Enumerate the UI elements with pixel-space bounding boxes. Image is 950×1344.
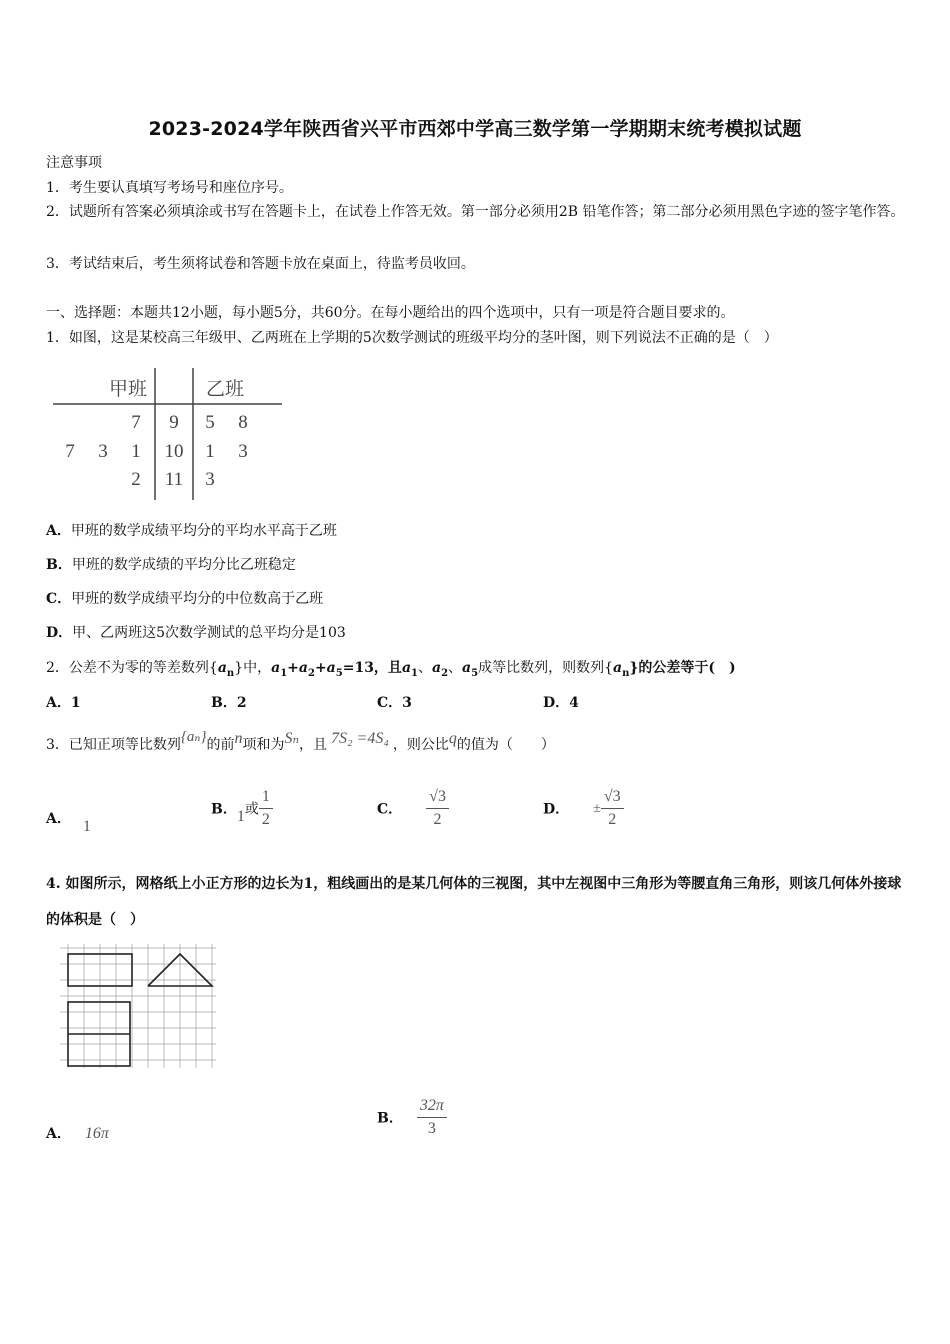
grid-lines xyxy=(60,944,216,1068)
q1-option-a xyxy=(46,520,337,540)
option-text: 甲、乙两班这5次数学测试的总平均分是103 xyxy=(72,625,346,641)
q1-option-b xyxy=(46,554,296,574)
q1-option-c xyxy=(46,588,323,608)
stem-value: 10 xyxy=(164,441,184,462)
fraction: $\frac{√3}{2}$ xyxy=(426,786,449,831)
q1-option-d xyxy=(46,622,346,642)
sequence-symbol: {aₙ} xyxy=(180,729,207,745)
q4-option-b: B． $\frac{32\pi}{3}$ xyxy=(377,1095,447,1140)
page-title: 2023-2024学年陕西省兴平市西郊中学高三数学第一学期期末统考模拟试题 xyxy=(148,118,802,140)
leaf-right: 1 xyxy=(205,441,215,462)
stem-leaf-plot xyxy=(50,368,290,503)
leaf-right: 3 xyxy=(238,441,248,462)
option-label: C． xyxy=(46,591,72,607)
stem-value: 9 xyxy=(169,412,179,433)
q2-option-c: C．3 xyxy=(377,695,412,711)
notice-item-2: 2．试题所有答案必须填涂或书写在答题卡上，在试卷上作答无效。第一部分必须用2B 铅笔作答；第二部分必须用黑色字迹的签字笔作答。 xyxy=(46,204,905,220)
q2-option-a: A．1 xyxy=(46,695,81,711)
q3-option-a: A． 1 xyxy=(46,811,91,835)
q3-option-b: B．1或 $\frac{1}{2}$ xyxy=(211,786,273,831)
option-text: 甲班的数学成绩平均分的平均水平高于乙班 xyxy=(70,523,337,539)
option-text: 甲班的数学成绩的平均分比乙班稳定 xyxy=(71,557,296,573)
fraction: $\frac{1}{2}$ xyxy=(259,786,273,831)
option-label: A． xyxy=(46,523,71,539)
notice-heading: 注意事项 xyxy=(46,155,102,171)
fraction: $\frac{32\pi}{3}$ xyxy=(417,1095,447,1140)
q2-option-d: D．4 xyxy=(543,695,579,711)
leaf-left: 2 xyxy=(131,469,141,490)
q2-option-b: B．2 xyxy=(211,695,247,711)
leaf-right: 5 xyxy=(205,412,215,433)
leaf-left: 3 xyxy=(98,441,108,462)
q3-option-c: C． $\frac{√3}{2}$ xyxy=(377,786,449,831)
fraction: $\frac{√3}{2}$ xyxy=(601,786,624,831)
leaf-right: 8 xyxy=(238,412,248,433)
notice-item-3: 3．考试结束后，考生须将试卷和答题卡放在桌面上，待监考员收回。 xyxy=(46,256,475,272)
left-header: 甲班 xyxy=(108,379,148,400)
option-label: B． xyxy=(46,557,72,573)
q2-stem: 2．公差不为零的等差数列$\{a_n\}$中，$a_1+a_2+a_5=13$，且$a_1$、$a_2$、$a_5$成等比数列，则数列$\{a_n\}$的公差等于( ) xyxy=(46,660,736,679)
leaf-left: 1 xyxy=(131,441,141,462)
right-header: 乙班 xyxy=(205,379,245,400)
leaf-left: 7 xyxy=(65,441,75,462)
leaf-right: 3 xyxy=(205,469,215,490)
leaf-left: 7 xyxy=(131,412,141,433)
q4-stem: 4. 如图所示，网格纸上小正方形的边长为1，粗线画出的是某几何体的三视图，其中左视图中三角形为等腰直角三角形，则该几何体外接球的体积是（ ） xyxy=(46,876,902,928)
q1-stem: 1．如图，这是某校高三年级甲、乙两班在上学期的5次数学测试的班级平均分的茎叶图，则下列说法不正确的是（ ） xyxy=(46,330,778,346)
option-text: 甲班的数学成绩平均分的中位数高于乙班 xyxy=(71,591,324,607)
stem-value: 11 xyxy=(164,469,184,490)
section-heading: 一、选择题：本题共12小题，每小题5分，共60分。在每小题给出的四个选项中，只有一项是符合题目要求的。 xyxy=(46,305,735,321)
q4-option-a: A． 16π xyxy=(46,1125,109,1142)
option-label: D． xyxy=(46,625,73,641)
notice-item-1: 1．考生要认真填写考场号和座位序号。 xyxy=(46,180,293,196)
three-view-figure xyxy=(54,942,224,1076)
q3-option-d: D． ± $\frac{√3}{2}$ xyxy=(543,786,624,831)
q3-stem: 3．已知正项等比数列{aₙ}的前n项和为Sₙ，且 7S₂ =4S₄ ，则公比q的值为（ ） xyxy=(46,729,555,753)
